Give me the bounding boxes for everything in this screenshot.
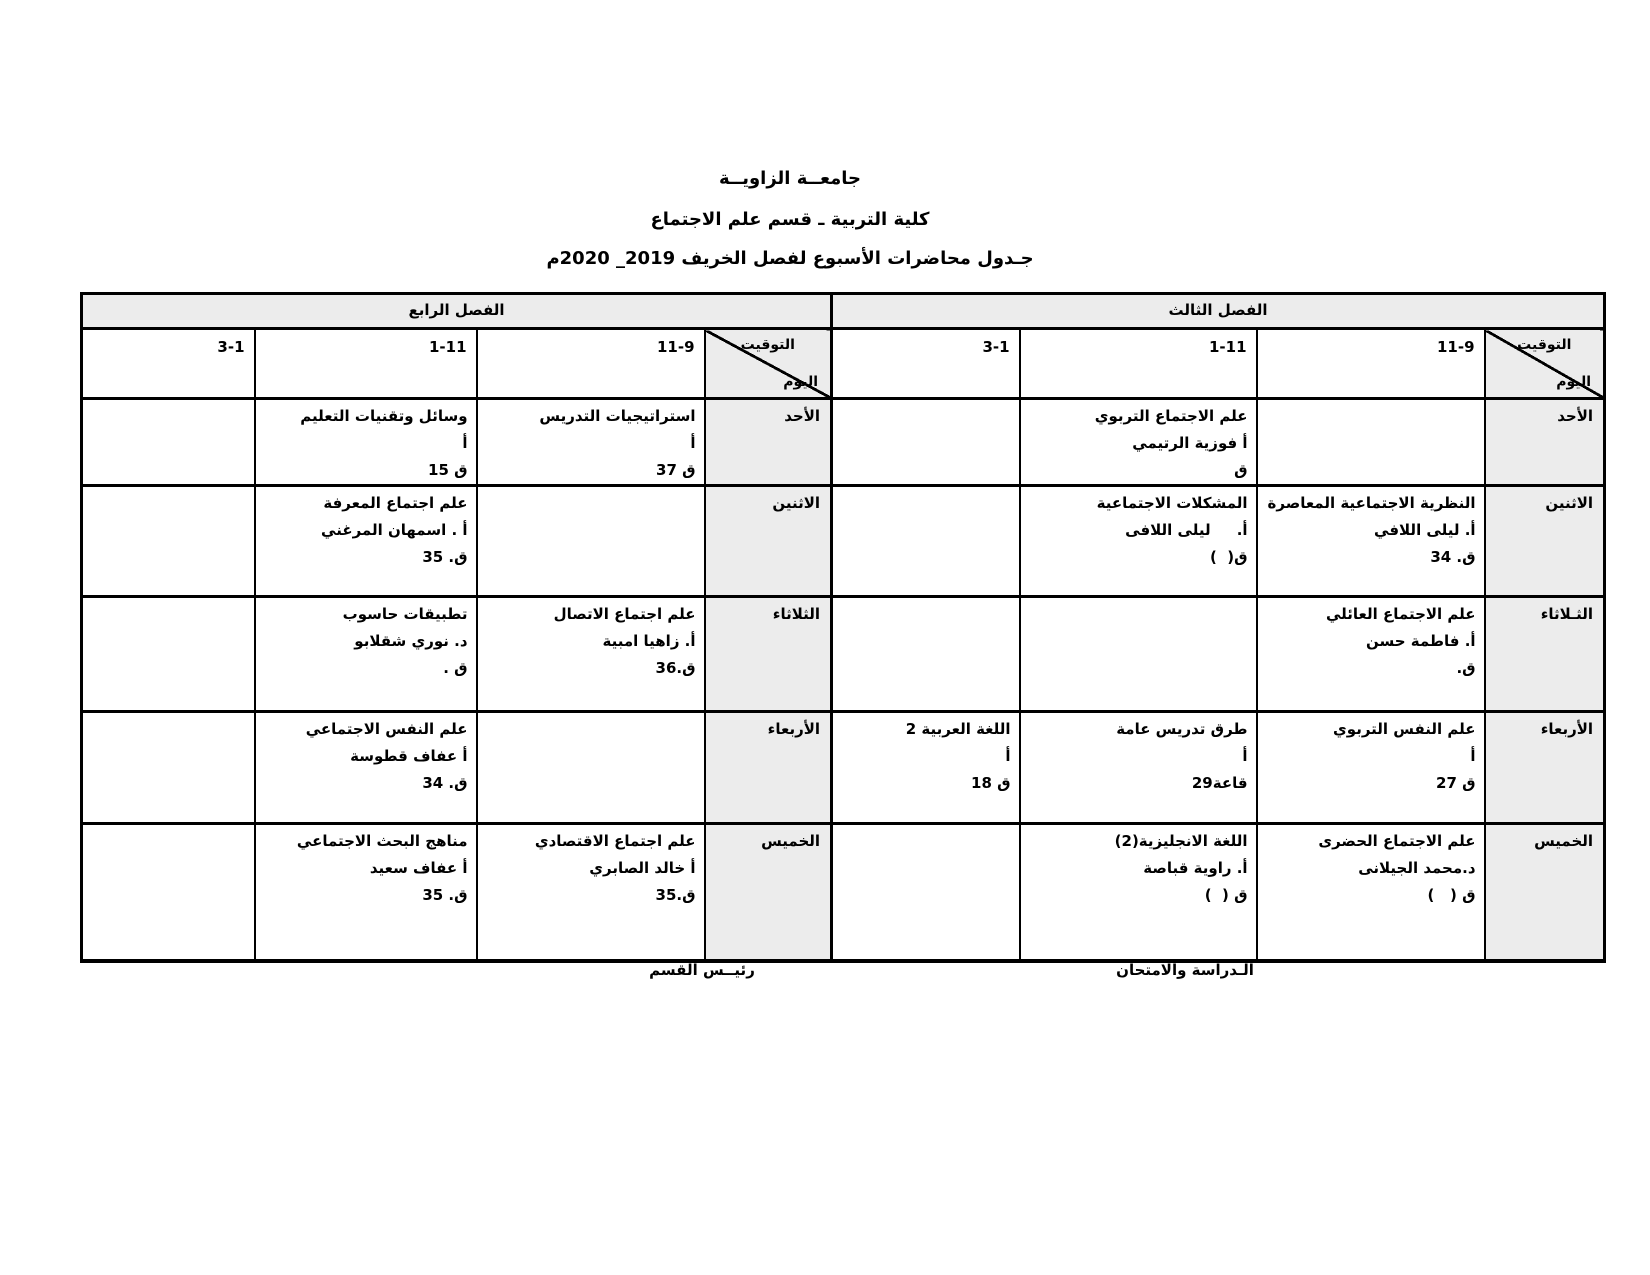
semester-header-semester-4: الفصل الرابع [82, 294, 832, 329]
instructor-name: د.محمد الجيلانى [1358, 859, 1476, 877]
schedule-table-container [80, 292, 1606, 963]
timing-day-corner-cell-semester-3 [1485, 329, 1605, 399]
faculty-department-subtitle: كلية التربية ـ قسم علم الاجتماع [650, 209, 930, 230]
course-name: علم اجتماع المعرفة [323, 494, 468, 512]
course-cell-semester-4 [477, 712, 705, 824]
room-number: ق 37 [656, 461, 696, 479]
day-cell-semester-4: الأربعاء [705, 712, 832, 824]
time-slot-header-semester-4: 1-11 [255, 329, 477, 399]
instructor-name: أ [690, 434, 696, 452]
schedule-table [80, 292, 1606, 963]
course-cell-semester-4 [82, 712, 255, 824]
room-number: ق ( ) [1204, 886, 1248, 904]
room-number: ق ( ) [1427, 886, 1476, 904]
day-cell-semester-4: الاثنين [705, 486, 832, 597]
instructor-name: أ [1005, 747, 1011, 765]
time-slot-header-semester-3: 1-11 [1020, 329, 1257, 399]
university-title: جامعــة الزاويــة [719, 168, 861, 189]
course-cell-semester-3 [1257, 712, 1485, 824]
instructor-name: أ. راوية قباصة [1143, 859, 1248, 877]
timing-label: التوقيت [1517, 337, 1572, 353]
room-number: ق. 34 [422, 774, 468, 792]
instructor-name: د. نوري شقلابو [354, 632, 468, 650]
day-cell-semester-4: الأحد [705, 399, 832, 486]
course-cell-semester-4 [82, 486, 255, 597]
room-number: ق . [443, 659, 468, 677]
course-cell-semester-3 [1257, 824, 1485, 961]
course-name: علم الاجتماع الحضرى [1318, 832, 1476, 850]
instructor-name: أ خالد الصابري [589, 859, 696, 877]
room-number: قاعة29 [1191, 774, 1248, 792]
course-cell-semester-3 [832, 824, 1020, 961]
course-cell-semester-3 [1020, 597, 1257, 712]
timing-day-corner-cell-semester-4 [705, 329, 832, 399]
day-cell-semester-4: الخميس [705, 824, 832, 961]
semester-header-semester-3: الفصل الثالث [832, 294, 1605, 329]
instructor-name: أ [1470, 747, 1476, 765]
instructor-name: أ عفاف قطوسة [350, 747, 468, 765]
room-number: ق. [1456, 659, 1476, 677]
course-name: تطبيقات حاسوب [342, 605, 468, 623]
course-cell-semester-3 [1257, 486, 1485, 597]
course-cell-semester-3 [832, 597, 1020, 712]
instructor-name: أ عفاف سعيد [369, 859, 468, 877]
course-cell-semester-4 [477, 486, 705, 597]
room-number: ق. 35 [422, 886, 468, 904]
course-cell-semester-3 [1257, 597, 1485, 712]
time-slot-header-semester-3: 11-9 [1257, 329, 1485, 399]
course-cell-semester-4 [82, 597, 255, 712]
timing-label: التوقيت [740, 337, 795, 353]
course-name: علم الاجتماع العائلي [1325, 605, 1476, 623]
course-cell-semester-4 [477, 597, 705, 712]
course-cell-semester-4 [477, 824, 705, 961]
day-cell-semester-3: الثـلاثاء [1485, 597, 1605, 712]
room-number: ق 18 [971, 774, 1011, 792]
day-label: اليوم [783, 374, 819, 390]
course-cell-semester-4 [82, 824, 255, 961]
time-slot-header-semester-4: 3-1 [82, 329, 255, 399]
room-number: ق 27 [1436, 774, 1476, 792]
course-cell-semester-4 [82, 399, 255, 486]
course-name: اللغة العربية 2 [905, 720, 1011, 738]
course-cell-semester-4 [255, 399, 477, 486]
room-number: ق 15 [428, 461, 468, 479]
footer-head-of-department: رئيــس القسم [649, 961, 755, 979]
room-number: ق.36 [655, 659, 696, 677]
course-name: النظرية الاجتماعية المعاصرة [1267, 494, 1476, 512]
course-name: استراتيجيات التدريس [539, 407, 696, 425]
course-name: المشكلات الاجتماعية [1096, 494, 1248, 512]
instructor-name: أ. ليلى اللافى [1125, 521, 1248, 539]
course-cell-semester-4 [255, 712, 477, 824]
course-cell-semester-4 [255, 486, 477, 597]
time-slot-header-semester-4: 11-9 [477, 329, 705, 399]
day-cell-semester-3: الخميس [1485, 824, 1605, 961]
room-number: ق. 34 [1430, 548, 1476, 566]
course-cell-semester-4 [255, 824, 477, 961]
course-name: علم اجتماع الاقتصادي [534, 832, 696, 850]
course-cell-semester-3 [832, 712, 1020, 824]
course-name: علم النفس التربوي [1333, 720, 1476, 738]
instructor-name: أ [462, 434, 468, 452]
instructor-name: أ [1242, 747, 1248, 765]
instructor-name: أ فوزية الرتيمي [1132, 434, 1248, 452]
course-name: علم اجتماع الاتصال [553, 605, 696, 623]
instructor-name: أ. زاهيا امبية [602, 632, 696, 650]
schedule-subtitle: جـدول محاضرات الأسبوع لفصل الخريف 2019_ 2020م [546, 248, 1034, 269]
course-cell-semester-3 [1020, 824, 1257, 961]
course-cell-semester-3 [1020, 486, 1257, 597]
course-cell-semester-3 [1257, 399, 1485, 486]
course-name: علم النفس الاجتماعي [305, 720, 468, 738]
room-number: ق.35 [655, 886, 696, 904]
course-name: وسائل وتقنيات التعليم [300, 407, 468, 425]
room-number: ق [1234, 461, 1248, 479]
course-name: اللغة الانجليزية(2) [1114, 832, 1248, 850]
day-cell-semester-3: الاثنين [1485, 486, 1605, 597]
course-name: علم الاجتماع التربوي [1094, 407, 1248, 425]
instructor-name: أ . اسمهان المرغني [321, 521, 468, 539]
day-cell-semester-3: الأحد [1485, 399, 1605, 486]
course-name: مناهج البحث الاجتماعي [296, 832, 468, 850]
course-cell-semester-4 [255, 597, 477, 712]
instructor-name: أ. ليلى اللافي [1374, 521, 1476, 539]
day-cell-semester-4: الثلاثاء [705, 597, 832, 712]
day-cell-semester-3: الأربعاء [1485, 712, 1605, 824]
course-cell-semester-4 [477, 399, 705, 486]
room-number: ق( ) [1209, 548, 1248, 566]
course-name: طرق تدريس عامة [1116, 720, 1248, 738]
instructor-name: أ. فاطمة حسن [1365, 632, 1476, 650]
course-cell-semester-3 [832, 486, 1020, 597]
day-label: اليوم [1556, 374, 1592, 390]
course-cell-semester-3 [832, 399, 1020, 486]
course-cell-semester-3 [1020, 399, 1257, 486]
footer-study-and-exams: الـدراسة والامتحان [1116, 961, 1254, 979]
room-number: ق. 35 [422, 548, 468, 566]
course-cell-semester-3 [1020, 712, 1257, 824]
time-slot-header-semester-3: 3-1 [832, 329, 1020, 399]
